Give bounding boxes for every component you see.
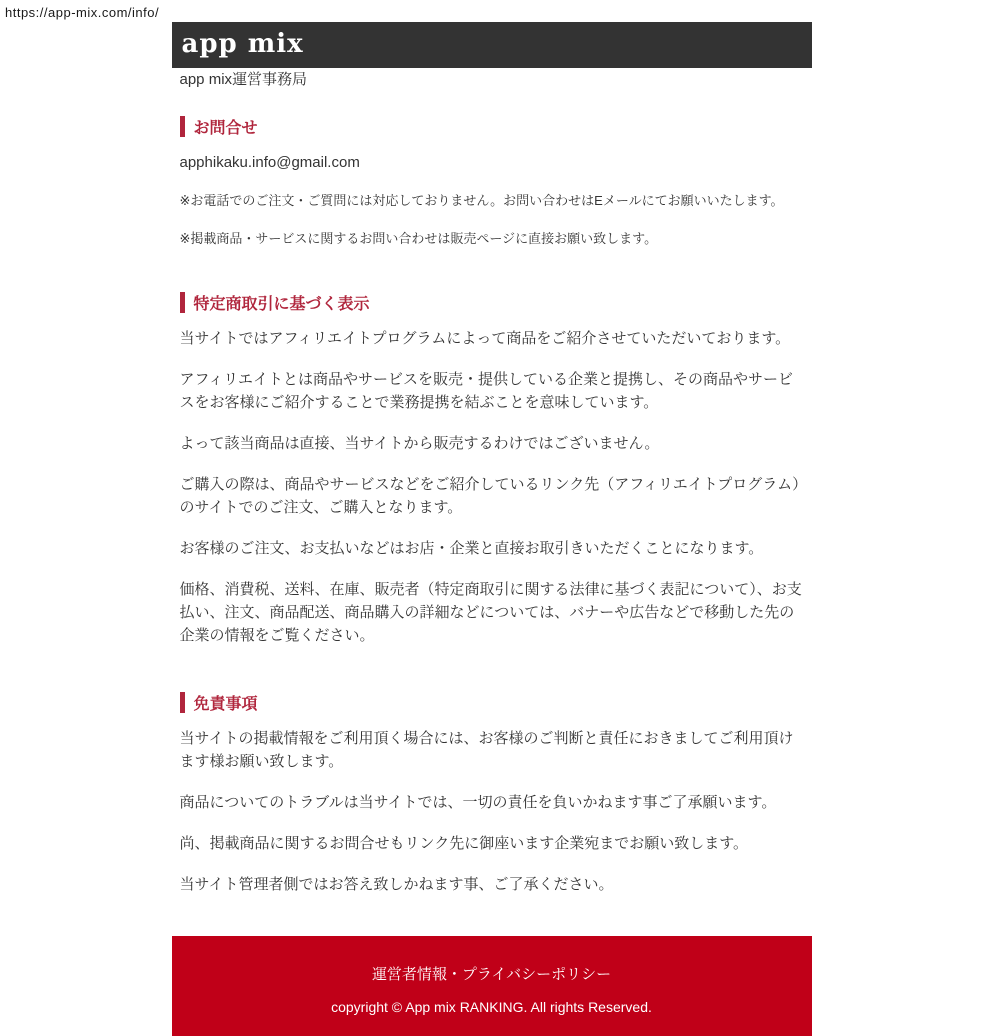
contact-heading-label: お問合せ: [193, 120, 258, 137]
tokushoho-paragraph: 価格、消費税、送料、在庫、販売者（特定商取引に関する法律に基づく表記について）、お支払い、注文、商品配送、商品購入の詳細などについては、バナーや広告などで移動した先の企業の情報をご覧ください。: [179, 581, 802, 644]
tokushoho-heading: [180, 291, 804, 314]
main-content: [172, 68, 812, 896]
operator-line: app mix運営事務局: [179, 71, 308, 88]
site-header: [172, 22, 812, 68]
contact-email: apphikaku.info@gmail.com: [179, 154, 360, 171]
tokushoho-heading-label: 特定商取引に基づく表示: [193, 296, 370, 313]
section-disclaimer: [180, 691, 804, 896]
tokushoho-paragraph: お客様のご注文、お支払いなどはお店・企業と直接お取引きいただくことになります。: [179, 540, 764, 557]
disclaimer-heading-label: 免責事項: [193, 696, 258, 713]
copyright-text: copyright © App mix RANKING. All rights Reserved.: [331, 999, 652, 1015]
disclaimer-heading: [180, 691, 804, 714]
disclaimer-paragraph: 尚、掲載商品に関するお問合せもリンク先に御座います企業宛までお願い致します。: [179, 835, 749, 852]
site-title[interactable]: app mix: [181, 29, 304, 59]
page-container: [172, 22, 812, 1036]
footer-privacy-link[interactable]: 運営者情報・プライバシーポリシー: [371, 966, 612, 983]
browser-url-text: https://app-mix.com/info/: [5, 5, 160, 20]
disclaimer-paragraph: 当サイト管理者側ではお答え致しかねます事、ご了承ください。: [179, 876, 614, 893]
site-footer: [172, 936, 812, 1036]
heading-accent-bar: [180, 292, 185, 313]
section-contact: [180, 115, 804, 247]
disclaimer-paragraph: 当サイトの掲載情報をご利用頂く場合には、お客様のご判断と責任におきましてご利用頂けます様お願い致します。: [179, 730, 794, 770]
section-tokushoho: [180, 291, 804, 647]
tokushoho-paragraph: アフィリエイトとは商品やサービスを販売・提供している企業と提携し、その商品やサービスをお客様にご紹介することで業務提携を結ぶことを意味しています。: [179, 371, 794, 411]
contact-note-products: ※掲載商品・サービスに関するお問い合わせは販売ページに直接お願い致します。: [179, 231, 658, 246]
tokushoho-paragraph: よって該当商品は直接、当サイトから販売するわけではございません。: [179, 435, 660, 452]
contact-heading: [180, 115, 804, 138]
heading-accent-bar: [180, 116, 185, 137]
tokushoho-paragraph: 当サイトではアフィリエイトプログラムによって商品をご紹介させていただいております。: [179, 330, 791, 347]
contact-note-phone: ※お電話でのご注文・ご質問には対応しておりません。お問い合わせはEメールにてお願いいたします。: [179, 193, 784, 208]
tokushoho-paragraph: ご購入の際は、商品やサービスなどをご紹介しているリンク先（アフィリエイトプログラム）のサイトでのご注文、ご購入となります。: [179, 476, 800, 516]
heading-accent-bar: [180, 692, 185, 713]
disclaimer-paragraph: 商品についてのトラブルは当サイトでは、一切の責任を負いかねます事ご了承願います。: [179, 794, 777, 811]
